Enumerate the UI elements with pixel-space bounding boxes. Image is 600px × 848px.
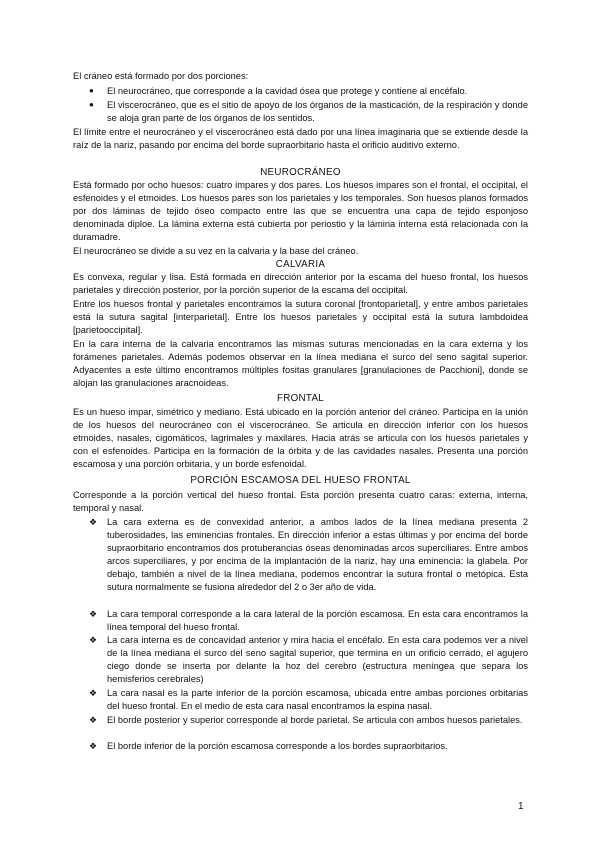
item-cara-interna: La cara interna es de concavidad anterior y mira hacia el encéfalo. En esta cara podemos ver a nivel de la línea mediana el surco del seno sagital superior, que termina en un orificio cerrado, el agujero ciego donde se inserta por delante la hoz del cerebro (estructura meníngea que separa los hemisferios cerebrales) <box>107 635 528 684</box>
neurocraneo-paragraph-2: El neurocráneo se divide a su vez en la calvaria y la base del cráneo. <box>73 246 359 256</box>
calvaria-paragraph-1: Es convexa, regular y lisa. Está formada en dirección anterior por la escama del hueso frontal, los huesos parietales y dirección posterior, por la porción superior de la escama del occipital. <box>73 272 528 295</box>
four-diamond-bullet-icon: ❖ <box>89 715 98 725</box>
heading-frontal: FRONTAL <box>276 393 325 404</box>
bullet-viscerocraneo: El viscerocráneo, que es el sitio de apoyo de los órganos de la masticación, de la respiración y donde se aloja gran parte de los órganos de los sentidos. <box>107 100 528 123</box>
neurocraneo-paragraph-1: Está formado por ocho huesos: cuatro impares y dos pares. Los huesos impares son el frontal, el occipital, el esfenoides y el etmoides. Los huesos pares son los parietales y los temporales. Son huesos planos formados por dos láminas de tejido óseo compacto entre las que se encuentra una capa de tejido esponjoso denominada diploe. La lámina externa está cubierta por periostio y la lámina interna está relacionada con la duramadre. <box>73 180 528 242</box>
filled-circle-bullet-icon: ● <box>89 100 94 109</box>
calvaria-paragraph-3: En la cara interna de la calvaria encontramos las mismas suturas mencionadas en la cara externa y los forámenes parietales. Además podemos observar en la línea mediana el surco del seno sagital superior. Adyacentes a este último encontramos múltiples fositas granulares [granulaciones de Pacchioni], donde se alojan las granulaciones aracnoideas. <box>73 339 528 388</box>
four-diamond-bullet-icon: ❖ <box>89 635 98 645</box>
filled-circle-bullet-icon: ● <box>89 86 94 95</box>
calvaria-paragraph-2: Entre los huesos frontal y parietales encontramos la sutura coronal [frontoparietal], y entre ambos parietales está la sutura sagital [interparietal]. Entre los huesos parietales y occipital está la sutura lambdoidea [parietooccipital]. <box>73 299 528 335</box>
four-diamond-bullet-icon: ❖ <box>89 741 98 751</box>
frontal-paragraph: Es un hueso impar, simétrico y mediano. Está ubicado en la porción anterior del cráneo. Participa en la unión de los huesos del neurocráneo con el viscerocráneo. Se articula en dirección inferior con los huesos etmoides, nasales, cigomáticos, lagrimales y maxilares. Hacia atrás se articula con los huesos parietales y con el esfenoides. Participa en la formación de la órbita y de las cavidades nasales. Presenta una porción escamosa y una porción orbitaria, y un borde esfenoidal. <box>73 407 528 469</box>
item-borde-posterior: El borde posterior y superior corresponde al borde parietal. Se articula con ambos huesos parietales. <box>107 715 523 725</box>
item-borde-inferior: El borde inferior de la porción escamosa corresponde a los bordes supraorbitarios. <box>107 741 448 751</box>
heading-porcion-escamosa: PORCIÓN ESCAMOSA DEL HUESO FRONTAL <box>190 475 411 486</box>
heading-calvaria: CALVARIA <box>275 259 326 270</box>
item-cara-temporal: La cara temporal corresponde a la cara lateral de la porción escamosa. En esta cara encontramos la línea temporal del hueso frontal. <box>107 609 528 632</box>
four-diamond-bullet-icon: ❖ <box>89 609 98 619</box>
intro-paragraph: El cráneo está formado por dos porciones: <box>73 71 249 81</box>
heading-neurocraneo: NEUROCRÁNEO <box>260 167 341 178</box>
bullet-neurocraneo: El neurocráneo, que corresponde a la cavidad ósea que protege y contiene al encéfalo. <box>107 86 468 96</box>
page-number: 1 <box>518 801 524 812</box>
four-diamond-bullet-icon: ❖ <box>89 517 98 527</box>
escamosa-paragraph: Corresponde a la porción vertical del hueso frontal. Esta porción presenta cuatro caras: externa, interna, temporal y nasal. <box>73 490 528 513</box>
limit-paragraph: El límite entre el neurocráneo y el viscerocráneo está dado por una línea imaginaria que se extiende desde la raíz de la nariz, pasando por encima del borde supraorbitario hasta el orificio auditivo externo. <box>73 127 528 150</box>
item-cara-nasal: La cara nasal es la parte inferior de la porción escamosa, ubicada entre ambas porciones orbitarias del hueso frontal. En el medio de esta cara nasal encontramos la espina nasal. <box>107 688 528 711</box>
four-diamond-bullet-icon: ❖ <box>89 688 98 698</box>
item-cara-externa: La cara externa es de convexidad anterior, a ambos lados de la línea mediana presenta 2 tuberosidades, las eminencias frontales. En dirección inferior a estas últimas y por encima del borde supraorbitario encontramos dos protuberancias óseas denominadas arcos superciliares. Entre ambos arcos superciliares, y por encima de la implantación de la nariz, hay una eminencia: la glabela. Por debajo, también a nivel de la línea mediana, podemos encontrar la sutura frontal o metópica. Esta sutura normalmente se fusiona alrededor del 2 o 3er año de vida. <box>107 517 528 592</box>
